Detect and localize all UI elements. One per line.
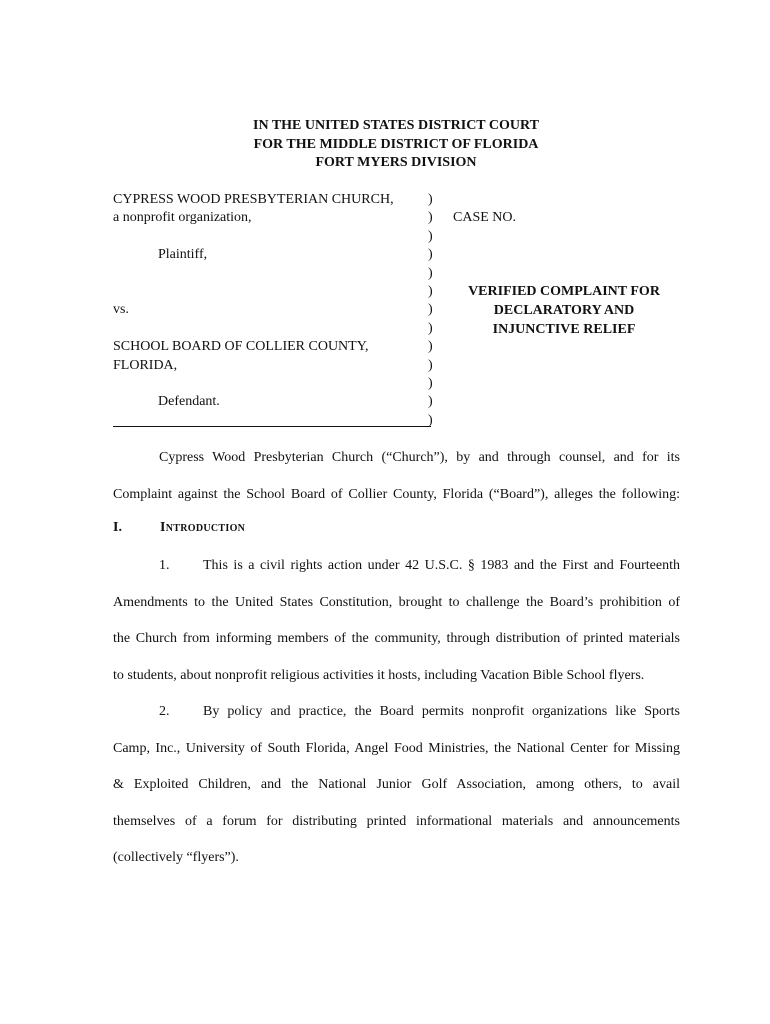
paren: ) xyxy=(428,265,433,281)
court-header xyxy=(0,117,770,173)
defendant-name: SCHOOL BOARD OF COLLIER COUNTY, xyxy=(113,339,369,355)
caption-parentheses xyxy=(428,191,438,430)
paragraph-line: Amendments to the United States Constitution, brought to challenge the Board’s prohibition of xyxy=(113,594,680,610)
paren: ) xyxy=(428,283,433,299)
paragraph-line: (collectively “flyers”). xyxy=(113,850,239,866)
paragraph-number: 1. xyxy=(159,558,170,573)
paragraph-line: & Exploited Children, and the National Junior Golf Association, among others, to avail xyxy=(113,777,680,793)
caption-divider xyxy=(113,426,431,427)
paragraph-line: Camp, Inc., University of South Florida, Angel Food Ministries, the National Center for Missing xyxy=(113,740,680,756)
intro-line: Cypress Wood Presbyterian Church (“Church”), by and through counsel, and for its xyxy=(159,450,680,465)
intro-paragraph xyxy=(113,440,680,513)
paren: ) xyxy=(428,412,433,428)
paragraph-2 xyxy=(113,694,680,877)
section-title: Introduction xyxy=(160,520,246,535)
paragraph-line: themselves of a forum for distributing printed informational materials and announcements xyxy=(113,813,680,829)
paren: ) xyxy=(428,394,433,410)
paragraph-line: By policy and practice, the Board permits nonprofit organizations like Sports xyxy=(203,704,680,719)
plaintiff-description: a nonprofit organization, xyxy=(113,210,252,226)
versus-label: vs. xyxy=(113,302,129,318)
paren: ) xyxy=(428,302,433,318)
defendant-state: FLORIDA, xyxy=(113,357,178,373)
document-title-line: DECLARATORY AND xyxy=(493,303,635,318)
paragraph-1 xyxy=(113,548,680,694)
paragraph-line: This is a civil rights action under 42 U.S.C. § 1983 and the First and Fourteenth xyxy=(203,558,680,573)
court-division: FORT MYERS DIVISION xyxy=(315,155,477,170)
paren: ) xyxy=(428,192,433,207)
paragraph-line: the Church from informing members of the community, through distribution of printed materials xyxy=(113,631,680,647)
paragraph-line: to students, about nonprofit religious activities it hosts, including Vacation Bible School flyers. xyxy=(113,667,645,683)
paren: ) xyxy=(428,247,433,263)
court-district: FOR THE MIDDLE DISTRICT OF FLORIDA xyxy=(253,136,539,152)
section-heading xyxy=(113,520,245,536)
plaintiff-role: Plaintiff, xyxy=(158,247,208,263)
plaintiff-name: CYPRESS WOOD PRESBYTERIAN CHURCH, xyxy=(113,192,394,207)
case-caption-parties xyxy=(113,191,433,412)
case-number-label: CASE NO. xyxy=(453,210,517,225)
paren: ) xyxy=(428,375,433,391)
document-title xyxy=(449,282,679,339)
document-title-line: INJUNCTIVE RELIEF xyxy=(492,322,636,337)
defendant-role: Defendant. xyxy=(158,394,220,410)
document-title-line: VERIFIED COMPLAINT FOR xyxy=(468,284,660,299)
intro-line: Complaint against the School Board of Collier County, Florida (“Board”), alleges the following: xyxy=(113,486,680,502)
paren: ) xyxy=(428,228,433,244)
paren: ) xyxy=(428,339,433,355)
paragraph-number: 2. xyxy=(159,704,170,719)
paren: ) xyxy=(428,357,433,373)
paren: ) xyxy=(428,320,433,336)
court-name: IN THE UNITED STATES DISTRICT COURT xyxy=(253,118,539,133)
paren: ) xyxy=(428,210,433,226)
section-number: I. xyxy=(113,520,122,535)
